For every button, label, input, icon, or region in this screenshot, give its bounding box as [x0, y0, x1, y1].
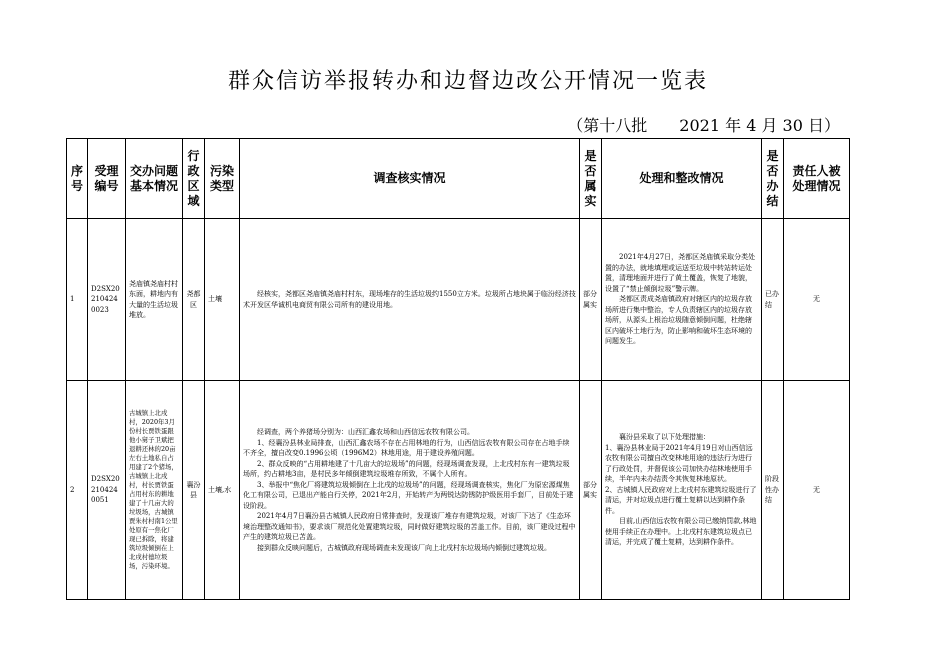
handling-paragraph: 1、襄汾县林业局于2021年4月19日对山西信远农牧有限公司擅自改变林地用途的违法行为进行了行政处罚，并督促该公司加快办结林地使用手续，半年内未办结责令其恢复林地原状。 [605, 443, 753, 484]
investigation-paragraph: 1、经襄汾县林业局排查，山西汇鑫农场不存在占用林地的行为，山西信远农牧有限公司存在占地手续不齐全，擅自改变0.1996公顷（1996M2）林地用途，用于建设养殖问题。 [243, 438, 570, 457]
handling-paragraph: 目前,山西信远农牧有限公司已缴纳罚款,林地使用手续正在办理中。上北戌村东建筑垃圾点已清运，并完成了覆土复耕，达到耕作条件。 [605, 517, 757, 547]
cell-pollution: 土壤 [205, 219, 240, 381]
header-completed: 是否办结 [762, 139, 784, 219]
header-district: 行政区域 [183, 139, 205, 219]
header-row [67, 139, 850, 219]
header-case-no: 受理编号 [88, 139, 126, 219]
batch-date-subtitle: （第十八批 2021 年 4 月 30 日） [567, 116, 840, 135]
handling-paragraph: 尧都区责成尧庙镇政府对辖区内的垃圾存放场所进行集中整治，专人负责辖区内的垃圾存放场所，从源头上根治垃圾随意倾倒问题，杜绝辖区内破坏土地行为，防止影响和破坏生态环境的问题发生。 [605, 295, 752, 346]
petition-table [66, 138, 850, 600]
header-handling: 处理和整改情况 [602, 139, 762, 219]
header-issue: 交办问题基本情况 [126, 139, 183, 219]
cell-issue: 尧庙镇尧庙村村东面，耕地内有大量的生活垃圾堆放。 [126, 219, 183, 381]
cell-case-no: D2SX202104240023 [88, 219, 126, 381]
cell-issue: 古城镇上北戌村，2020年3月份村长贾铁蛋跟他小舅子卫斌把退耕还林的20亩左右土地私自占用建了2个猪场，古城镇上北戌村，村长贾铁蛋占用村东的耕地建了十几亩大的垃圾场，古城镇贾朱村村南1公里处原有一焦化厂现已拆除，将建筑垃圾倾倒在上北戌村德垃圾场，污染环境。 [126, 381, 183, 600]
investigation-paragraph: 2、群众反映的“占用耕地建了十几亩大的垃圾场”的问题，经现场调查发现，上北戌村东有一建筑垃圾场所，约占耕地3亩，是村民多年倾倒建筑垃圾堆存所致，不属个人所有。 [243, 459, 570, 478]
investigation-paragraph: 接到群众反映问题后，古城镇政府现场调查未发现该厂向上北戌村东垃圾场内倾倒过建筑垃圾。 [257, 543, 551, 552]
handling-paragraph: 2、古城镇人民政府对上北戌村东建筑垃圾进行了清运，并对垃圾点进行覆土复耕以达到耕作条件。 [605, 485, 757, 515]
table-row [67, 381, 850, 600]
investigation-paragraph: 经核实，尧都区尧庙镇尧庙村村东，现场堆存的生活垃圾约1550立方米。垃圾所占地块属于临汾经济技术开发区华诚机电商贸有限公司所有的建设用地。 [243, 290, 576, 309]
cell-handling [602, 381, 762, 600]
table-row [67, 219, 850, 381]
page-title: 群众信访举报转办和边督边改公开情况一览表 [227, 69, 708, 94]
header-verified: 是否属实 [580, 139, 602, 219]
handling-paragraph: 襄汾县采取了以下处理措施： [619, 433, 710, 442]
cell-case-no: D2SX202104240051 [88, 381, 126, 600]
cell-handling [602, 219, 762, 381]
cell-district: 襄汾县 [183, 381, 205, 600]
cell-completed: 阶段性办结 [762, 381, 784, 600]
header-investigation: 调查核实情况 [240, 139, 580, 219]
cell-pollution: 土壤,水 [205, 381, 240, 600]
header-accountability: 责任人被处理情况 [784, 139, 850, 219]
cell-district: 尧都区 [183, 219, 205, 381]
cell-investigation [240, 219, 580, 381]
investigation-paragraph: 2021年4月7日襄汾县古城镇人民政府日常排查时，发现该厂堆存有建筑垃圾，对该厂下达了《生态环境治理整改通知书》，要求该厂规范化处置建筑垃圾，同时做好建筑垃圾的苫盖工作。目前，该厂建设过程中产生的建筑垃圾已苫盖。 [243, 512, 576, 541]
investigation-paragraph: 3、举报中“焦化厂将建筑垃圾倾倒在上北戌的垃圾场”的问题，经现场调查核实，焦化厂为原宏源煤焦化工有限公司，已退出产能自行关停，2021年2月，开始转产为两锐达防锈防护级医用手套厂，目前处于建设阶段。 [243, 480, 574, 510]
cell-completed: 已办结 [762, 219, 784, 381]
cell-seq: 1 [67, 219, 88, 381]
header-seq: 序号 [67, 139, 88, 219]
cell-accountability: 无 [784, 219, 850, 381]
cell-investigation [240, 381, 580, 600]
header-pollution: 污染类型 [205, 139, 240, 219]
handling-paragraph: 2021年4月27日，尧都区尧庙镇采取分类处置的办法，就地填埋或运送至垃圾中转站转运处置，清理地面并进行了黄土覆盖，恢复了地貌，设置了“禁止倾倒垃圾”警示牌。 [605, 253, 756, 293]
cell-verified: 部分属实 [580, 381, 602, 600]
cell-verified: 部分属实 [580, 219, 602, 381]
cell-accountability: 无 [784, 381, 850, 600]
cell-seq: 2 [67, 381, 88, 600]
investigation-paragraph: 经调查，两个养猪场分别为：山西汇鑫农场和山西信远农牧有限公司。 [257, 428, 474, 436]
